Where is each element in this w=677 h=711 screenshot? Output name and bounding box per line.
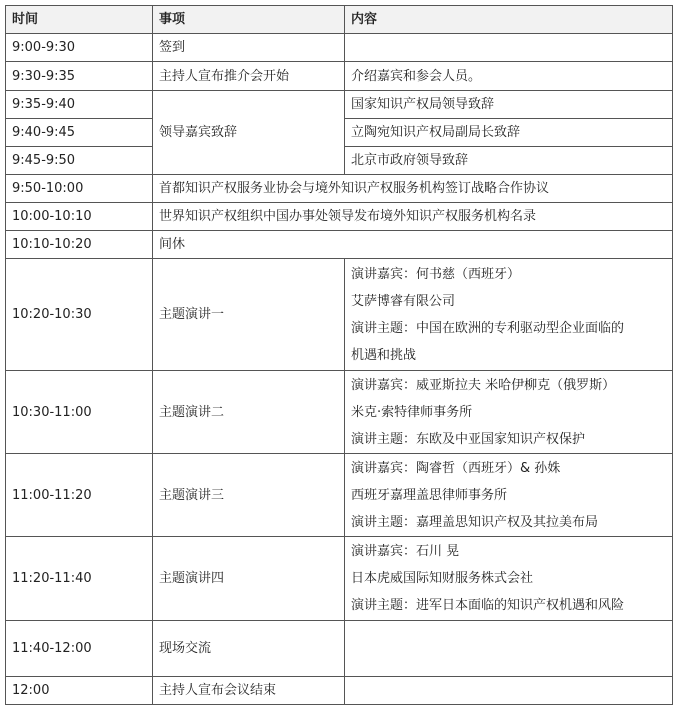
- content-cell: [345, 371, 673, 454]
- item-cell: 主持人宣布会议结束: [153, 677, 345, 705]
- item-cell: 主题演讲一: [153, 259, 345, 371]
- organization-line: 西班牙嘉理盖思律师事务所: [351, 487, 508, 503]
- time-cell: 10:20-10:30: [6, 259, 153, 371]
- content-cell: [345, 259, 673, 371]
- time-cell: 11:40-12:00: [6, 621, 153, 677]
- time-cell: 10:30-11:00: [6, 371, 153, 454]
- item-cell: 签到: [153, 34, 345, 62]
- content-cell: 国家知识产权局领导致辞: [345, 91, 673, 119]
- time-cell: 9:50-10:00: [6, 175, 153, 203]
- time-cell: 9:00-9:30: [6, 34, 153, 62]
- header-content: 内容: [345, 6, 673, 34]
- time-cell: 11:00-11:20: [6, 454, 153, 537]
- content-cell: [345, 677, 673, 705]
- item-cell: 主题演讲三: [153, 454, 345, 537]
- item-cell: 主题演讲二: [153, 371, 345, 454]
- content-cell: [345, 34, 673, 62]
- table-row: [6, 537, 673, 621]
- topic-line-continued: 机遇和挑战: [351, 347, 417, 363]
- speaker-line: 演讲嘉宾：威亚斯拉夫 米哈伊柳克（俄罗斯）: [351, 377, 616, 393]
- time-cell: 11:20-11:40: [6, 537, 153, 621]
- item-cell: 主持人宣布推介会开始: [153, 62, 345, 91]
- header-time: 时间: [6, 6, 153, 34]
- content-cell: 立陶宛知识产权局副局长致辞: [345, 119, 673, 147]
- organization-line: 米克·索特律师事务所: [351, 404, 473, 420]
- speaker-line: 演讲嘉宾：石川 晃: [351, 544, 460, 559]
- table-row: [6, 62, 673, 91]
- topic-line: 演讲主题：东欧及中亚国家知识产权保护: [351, 431, 586, 447]
- time-cell: 9:45-9:50: [6, 147, 153, 175]
- content-cell: 介绍嘉宾和参会人员。: [345, 62, 673, 91]
- agenda-table: [5, 5, 673, 705]
- organization-line: 日本虎威国际知财服务株式会社: [351, 571, 534, 586]
- topic-line: 演讲主题：中国在欧洲的专利驱动型企业面临的: [351, 320, 625, 336]
- table-row: [6, 34, 673, 62]
- item-cell: 现场交流: [153, 621, 345, 677]
- table-row: [6, 259, 673, 371]
- speaker-line: 演讲嘉宾：陶睿哲（西班牙）& 孙姝: [351, 460, 561, 476]
- organization-line: 艾萨博睿有限公司: [351, 293, 456, 309]
- header-item: 事项: [153, 6, 345, 34]
- table-row: [6, 91, 673, 119]
- item-cell: 间休: [153, 231, 673, 259]
- time-cell: 12:00: [6, 677, 153, 705]
- time-cell: 9:40-9:45: [6, 119, 153, 147]
- content-cell: [345, 537, 673, 621]
- time-cell: 10:00-10:10: [6, 203, 153, 231]
- content-cell: [345, 454, 673, 537]
- table-row: [6, 621, 673, 677]
- item-cell: 首都知识产权服务业协会与境外知识产权服务机构签订战略合作协议: [153, 175, 673, 203]
- table-row: [6, 454, 673, 537]
- content-cell: [345, 621, 673, 677]
- topic-line: 演讲主题：嘉理盖思知识产权及其拉美布局: [351, 514, 599, 530]
- table-row: [6, 231, 673, 259]
- time-cell: 9:30-9:35: [6, 62, 153, 91]
- topic-line: 演讲主题：进军日本面临的知识产权机遇和风险: [351, 598, 625, 613]
- item-cell: 领导嘉宾致辞: [153, 91, 345, 175]
- content-cell: 北京市政府领导致辞: [345, 147, 673, 175]
- table-row: [6, 203, 673, 231]
- item-cell: 主题演讲四: [153, 537, 345, 621]
- table-row: [6, 371, 673, 454]
- speaker-line: 演讲嘉宾：何书慈（西班牙）: [351, 266, 521, 282]
- time-cell: 10:10-10:20: [6, 231, 153, 259]
- table-row: [6, 677, 673, 705]
- time-cell: 9:35-9:40: [6, 91, 153, 119]
- header-row: [6, 6, 673, 34]
- table-row: [6, 175, 673, 203]
- item-cell: 世界知识产权组织中国办事处领导发布境外知识产权服务机构名录: [153, 203, 673, 231]
